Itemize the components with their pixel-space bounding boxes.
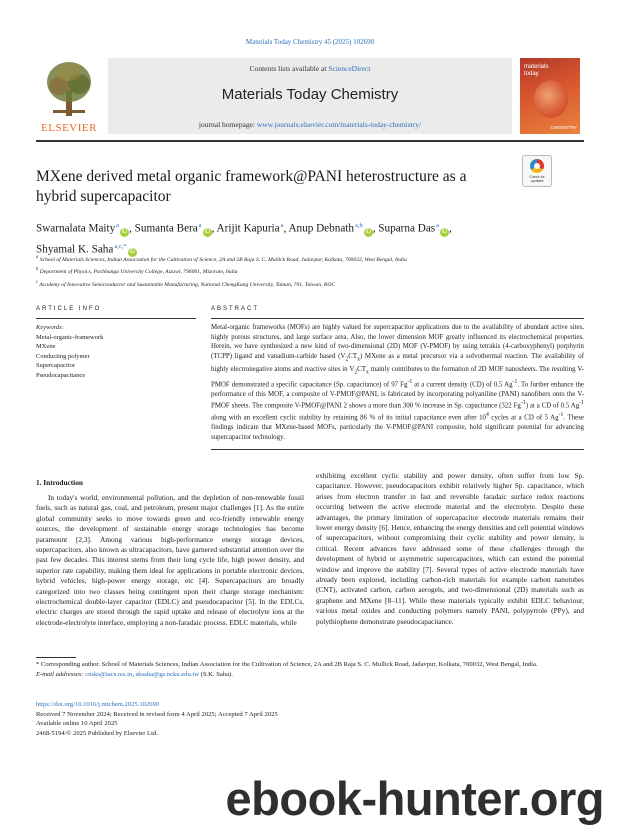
journal-citation[interactable]: Materials Today Chemistry 45 (2025) 102690 [245,38,375,46]
abstract-segment: ) MXene as a metal precursor via a solvothermal reaction. The availability of highly electronegative atoms and reactive sites in V [211,352,585,373]
formula-subscript: 2 [345,356,349,363]
abstract-segment: at a current density (CD) of 0.5 Ag [412,381,513,389]
abstract-divider [211,318,584,319]
email-label: E-mail addresses: [36,670,84,678]
author-name[interactable]: Shyamal K. Saha [36,243,114,256]
elsevier-logo[interactable] [36,58,102,134]
author-name[interactable]: Arijit Kapuria [216,222,280,235]
affiliation-text: Department of Physics, Pachhunga University College, Aizawl, 796001, Mizoram, India [39,269,238,276]
author-affiliation-mark[interactable]: a [198,222,202,229]
received-dates: Received 7 November 2024; Received in revised form 4 April 2025; Accepted 7 April 2025 [36,710,278,718]
email-line: E-mail addresses: cnsks@iacs.res.in, sksaha@gs.ncku.edu.tw (S.K. Saha). [36,670,233,678]
orcid-icon[interactable]: iD [204,228,210,235]
affiliation-item [36,278,584,290]
abstract-segment: ) at a CD of 0.5 Ag [525,402,580,410]
copyright-line: 2468-5194/© 2025 Published by Elsevier Ltd. [36,729,158,737]
article-info-heading: ARTICLE INFO [36,306,102,312]
orcid-icon[interactable]: iD [365,228,372,235]
available-online: Available online 10 April 2025 [36,720,118,728]
check-updates-label: Check for updates [529,175,545,183]
body-column-left: In today's world, environmental pollution, and the depletion of non-renewable fossil fuels, such as natural gas, coal, and petroleum, present major challenges [1]. As the entire global community seeks to move towards green and eco-friendly renewable energy sources, the development of sustainable energy storage technologies has become paramount [2,3]. Among various high-performance energy storage devices, supercapacitors, also known as ultracapacitors, have garnered substantial attention over the past few decades. This interest stems from their long cycle life, high power density, and superior rate capability, making them ideal for applications in portable electronic devices, hybrid vehicles, high-power energy storage, etc [4]. Supercapacitors are broadly categorized into two classes being contingent upon their charge storage mechanism: electrochemical double-layer capacitor (EDLC) and pseudocapacitor [5]. In the EDLCs, electric charges are stored through the rapid uptake and release of electrolyte ions at the electrode-electrolyte interface, employing a non-faradaic process. EDLC materials, while [36,493,304,627]
elsevier-tree-icon [45,60,93,118]
email-link[interactable]: sksaha@gs.ncku.edu.tw [135,670,200,678]
author-affiliation-mark[interactable]: a [116,222,120,229]
homepage-line [108,120,512,129]
unit-superscript: -1 [407,378,413,385]
author-affiliation-mark[interactable]: a,b [354,222,363,229]
affiliation-mark: a [36,255,39,260]
cover-title: materials today [524,64,549,77]
corresponding-author-note [36,660,584,679]
affiliation-mark: b [36,267,39,273]
watermark: ebook-hunter.org [225,772,604,825]
sciencedirect-link[interactable]: ScienceDirect [328,64,371,73]
contents-line [108,64,512,73]
author-list: Swarnalata Maity $^a$iD , Sumanta Bera $^a$iD , Arijit Kapuria $^a$, Anup Debnath $^{a,b}$iD , Suparna Das $^a$iD , Shyamal K. Saha $^{a,c,*}$iD [36,222,452,256]
publication-info [36,700,584,738]
cover-artwork [534,80,568,118]
unit-superscript: -1 [558,412,564,419]
unit-superscript: -1 [520,400,526,407]
keywords-heading: Keywords: [36,324,64,331]
author-name[interactable]: Anup Debnath [288,222,354,235]
formula-subscript: 2 [354,369,358,376]
author-affiliation-mark[interactable]: a [436,222,439,229]
orcid-icon[interactable]: iD [129,249,135,256]
abstract-heading: ABSTRACT [211,306,260,312]
contents-prefix: Contents lists available at [249,64,329,73]
corresponding-author-text: * Corresponding author. School of Materials Sciences, Indian Association for the Cultivation of Science, 2A and 2B Raja S. C. Mullick Road, Jadavpur, Kolkata, 700032, West Bengal, India. [36,661,538,668]
author-name[interactable]: Swarnalata Maity [36,222,116,235]
article-info-divider [36,318,196,319]
journal-name: Materials Today Chemistry [221,86,399,103]
formula-part: CT [357,365,366,373]
check-for-updates-button[interactable] [522,155,552,187]
affiliation-list [36,253,584,290]
unit-superscript: -1 [512,378,518,385]
orcid-icon[interactable]: iD [441,228,448,235]
abstract-segment: mainly contributes to the formation of 2D MOF nanosheets. The resulting V-PMOF demonstrated a specific capacitance (Sp. capacitance) of 97 Fg [211,365,584,389]
affiliation-item [36,265,584,277]
elsevier-wordmark: ELSEVIER [41,122,97,134]
doi-link[interactable]: https://doi.org/10.1016/j.mtchem.2025.102690 [36,701,160,708]
affiliation-text: School of Materials Sciences, Indian Association for the Cultivation of Science, 2A and 2B Raja S. C. Mullick Road, Jadavpur, Kolkata, 700032, West Bengal, India [39,256,407,263]
keyword-item: Conducting polymer [36,352,90,360]
keyword-item: Pseudocapacitance [36,371,86,379]
author-affiliation-mark[interactable]: a,c,* [114,242,127,250]
abstract-end-divider [211,449,584,450]
formula-part: CT [348,352,358,360]
unit-superscript: -1 [579,400,584,407]
keyword-item: Supercapacitor [36,362,75,370]
formula-subscript: x [365,369,369,376]
check-updates-icon-center [534,163,540,169]
keywords-block [36,323,196,381]
article-title: MXene derived metal organic framework@PANI heterostructure as a hybrid supercapacitor [36,168,467,205]
abstract-text [211,323,584,442]
exponent-superscript: 4 [486,412,489,419]
author-name[interactable]: Sumanta Bera [134,222,198,235]
keyword-item: MXene [36,343,56,351]
cover-subtitle: CHEMISTRY [550,125,577,130]
affiliation-item [36,253,584,265]
abstract-segment: Metal-organic frameworks (MOFs) are highly valued for supercapacitor applications due to the availability of abundant active sites, highly porous structures, and large surface area. Also, the lower dimension MOF greatly influenced its electrochemical properties. Herein, we have synthesized a new kind of two-dimensional (2D) MOF (V-PMOF) by using tetrakis (4-carboxyphenyl) porphyrin (TCPP) ligand and vanadium-carbide based (V [211,324,584,360]
keyword-item: Metal-organic-framework [36,333,104,341]
homepage-prefix: journal homepage: [198,120,257,129]
abstract-segment: cycles at a CD of 5 Ag [488,414,559,422]
author-affiliation-mark[interactable]: a [280,222,284,229]
abstract-segment: along with an excellent cyclic stability by retaining 86 % of its initial capacitance even after 10 [211,414,486,422]
email-link[interactable]: cnsks@iacs.res.in [85,670,133,678]
author-name[interactable]: Suparna Das [378,222,436,235]
affiliation-text: Academy of Innovative Semiconductor and Sustainable Manufacturing, National ChengKung University, Tainan, 701, Taiwan, ROC [39,281,336,288]
affiliation-mark: c [36,279,39,285]
journal-header [108,58,512,134]
formula-subscript: x [357,356,360,363]
orcid-icon[interactable]: iD [121,228,128,235]
abstract-segment: . To further enhance the performance of this MOF, a composite of V-PMOF@PANI, is fabricated by incorporating polyaniline (PANI) nanofibers onto the V-PMOF sheets. The composite V-PMOF@PANI 2 shows a more than 300 % increase in Sp. capacitance (322 Fg [211,381,584,410]
email-suffix: (S.K. Saha). [199,670,233,678]
abstract-segment: . These findings indicate that MXene-based MOFs, particularly the V-PMOF@PANI composite, hold significant potential for advancing supercapacitor technology. [211,414,584,441]
header-divider [36,140,584,142]
journal-homepage-link[interactable]: www.journals.elsevier.com/materials-today-chemistry/ [256,120,422,129]
footnote-divider [36,657,76,658]
body-column-right: exhibiting excellent cyclic stability and power density, often suffer from low Sp. capacitance. However, pseudocapacitors exhibit relatively higher Sp. capacitance, which arises from electron transfer in fast and reversible faradaic surface redox reactions occurring between the active electrode material and the electrolyte. Despite these advantages, the primary limitation of supercapacitor electrode materials remains their lower energy density [6]. Hence, enhancing the energy densities and cell potential windows of supercapacitors, without compromising their cyclic stability and power density, is critical. Recent advances have addressed some of these challenges through the development of hybrid or asymmetric supercapacitors, which can extend the potential window and improve the stability [7]. Several types of active electrode materials have already been explored, including carbon-rich materials for example carbon nanotubes (CNT), activated carbon, carbon aerogels, and two-dimensional (2D) materials such as graphene and MXene [8–11]. While these materials typically exhibit EDLC behaviour, various metal oxides and conducting polymers namely PANI, polypyrrole (PPy), and polythiophene demonstrate pseudocapacitance. [316,471,584,626]
introduction-heading: 1. Introduction [36,478,83,487]
journal-cover[interactable] [520,58,580,134]
